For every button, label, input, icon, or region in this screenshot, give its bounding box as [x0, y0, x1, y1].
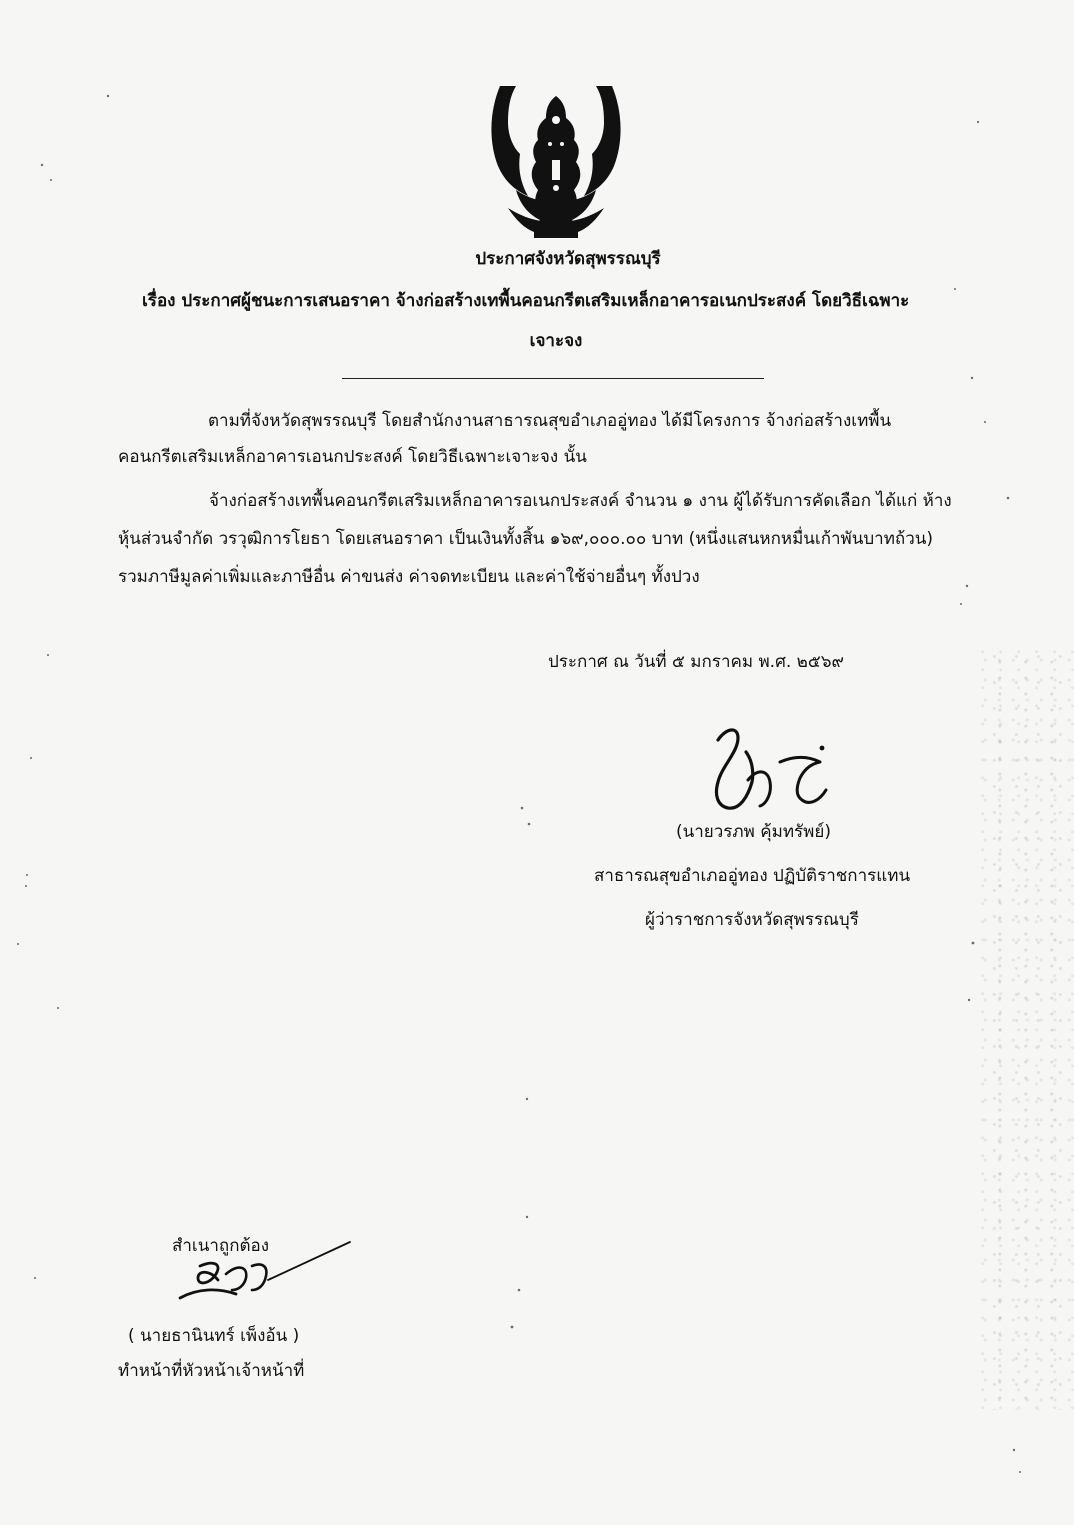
title-divider-line — [342, 378, 764, 379]
paragraph-2-line-3: รวมภาษีมูลค่าเพิ่มและภาษีอื่น ค่าขนส่ง ค่าจดทะเบียน และค่าใช้จ่ายอื่นๆ ทั้งปวง — [118, 567, 700, 587]
paragraph-2-line-2: หุ้นส่วนจำกัด วรวุฒิการโยธา โดยเสนอราคา เป็นเงินทั้งสิ้น ๑๖๙,๐๐๐.๐๐ บาท (หนึ่งแสนหกหมื่นเก้าพันบาทถ้วน) — [118, 529, 934, 549]
document-header-title: ประกาศจังหวัดสุพรรณบุรี — [475, 249, 661, 269]
subject-line-1: เรื่อง ประกาศผู้ชนะการเสนอราคา จ้างก่อสร้างเทพื้นคอนกรีตเสริมเหล็กอาคารอเนกประสงค์ โดยวิธีเฉพาะ — [142, 291, 910, 311]
paragraph-1-line-2: คอนกรีตเสริมเหล็กอาคารเอนกประสงค์ โดยวิธีเฉพาะเจาะจง นั้น — [118, 447, 587, 467]
handwritten-signature-icon — [170, 1240, 360, 1310]
certified-copy-label: สำเนาถูกต้อง — [172, 1236, 270, 1256]
main-signer-name: (นายวรภพ คุ้มทรัพย์) — [676, 822, 831, 842]
announcement-date: ประกาศ ณ วันที่ ๕ มกราคม พ.ศ. ๒๕๖๙ — [548, 652, 844, 672]
paragraph-1-line-1: ตามที่จังหวัดสุพรรณบุรี โดยสำนักงานสาธารณสุขอำเภออู่ทอง ได้มีโครงการ จ้างก่อสร้างเทพื้น — [208, 411, 892, 431]
paragraph-2-line-1: จ้างก่อสร้างเทพื้นคอนกรีตเสริมเหล็กอาคารอเนกประสงค์ จำนวน ๑ งาน ผู้ได้รับการคัดเลือก ได้แก่ ห้าง — [209, 491, 952, 511]
certifier-position: ทำหน้าที่หัวหน้าเจ้าหน้าที่ — [118, 1361, 305, 1381]
garuda-emblem-icon — [480, 82, 632, 238]
certifier-name: ( นายธานินทร์ เพ็งอ้น ) — [128, 1326, 300, 1346]
scan-edge-noise — [979, 650, 1074, 1410]
main-signer-position-line-2: ผู้ว่าราชการจังหวัดสุพรรณบุรี — [645, 910, 859, 930]
handwritten-signature-icon — [694, 724, 836, 812]
subject-line-2: เจาะจง — [529, 331, 583, 351]
main-signer-position-line-1: สาธารณสุขอำเภออู่ทอง ปฏิบัติราชการแทน — [594, 866, 911, 886]
